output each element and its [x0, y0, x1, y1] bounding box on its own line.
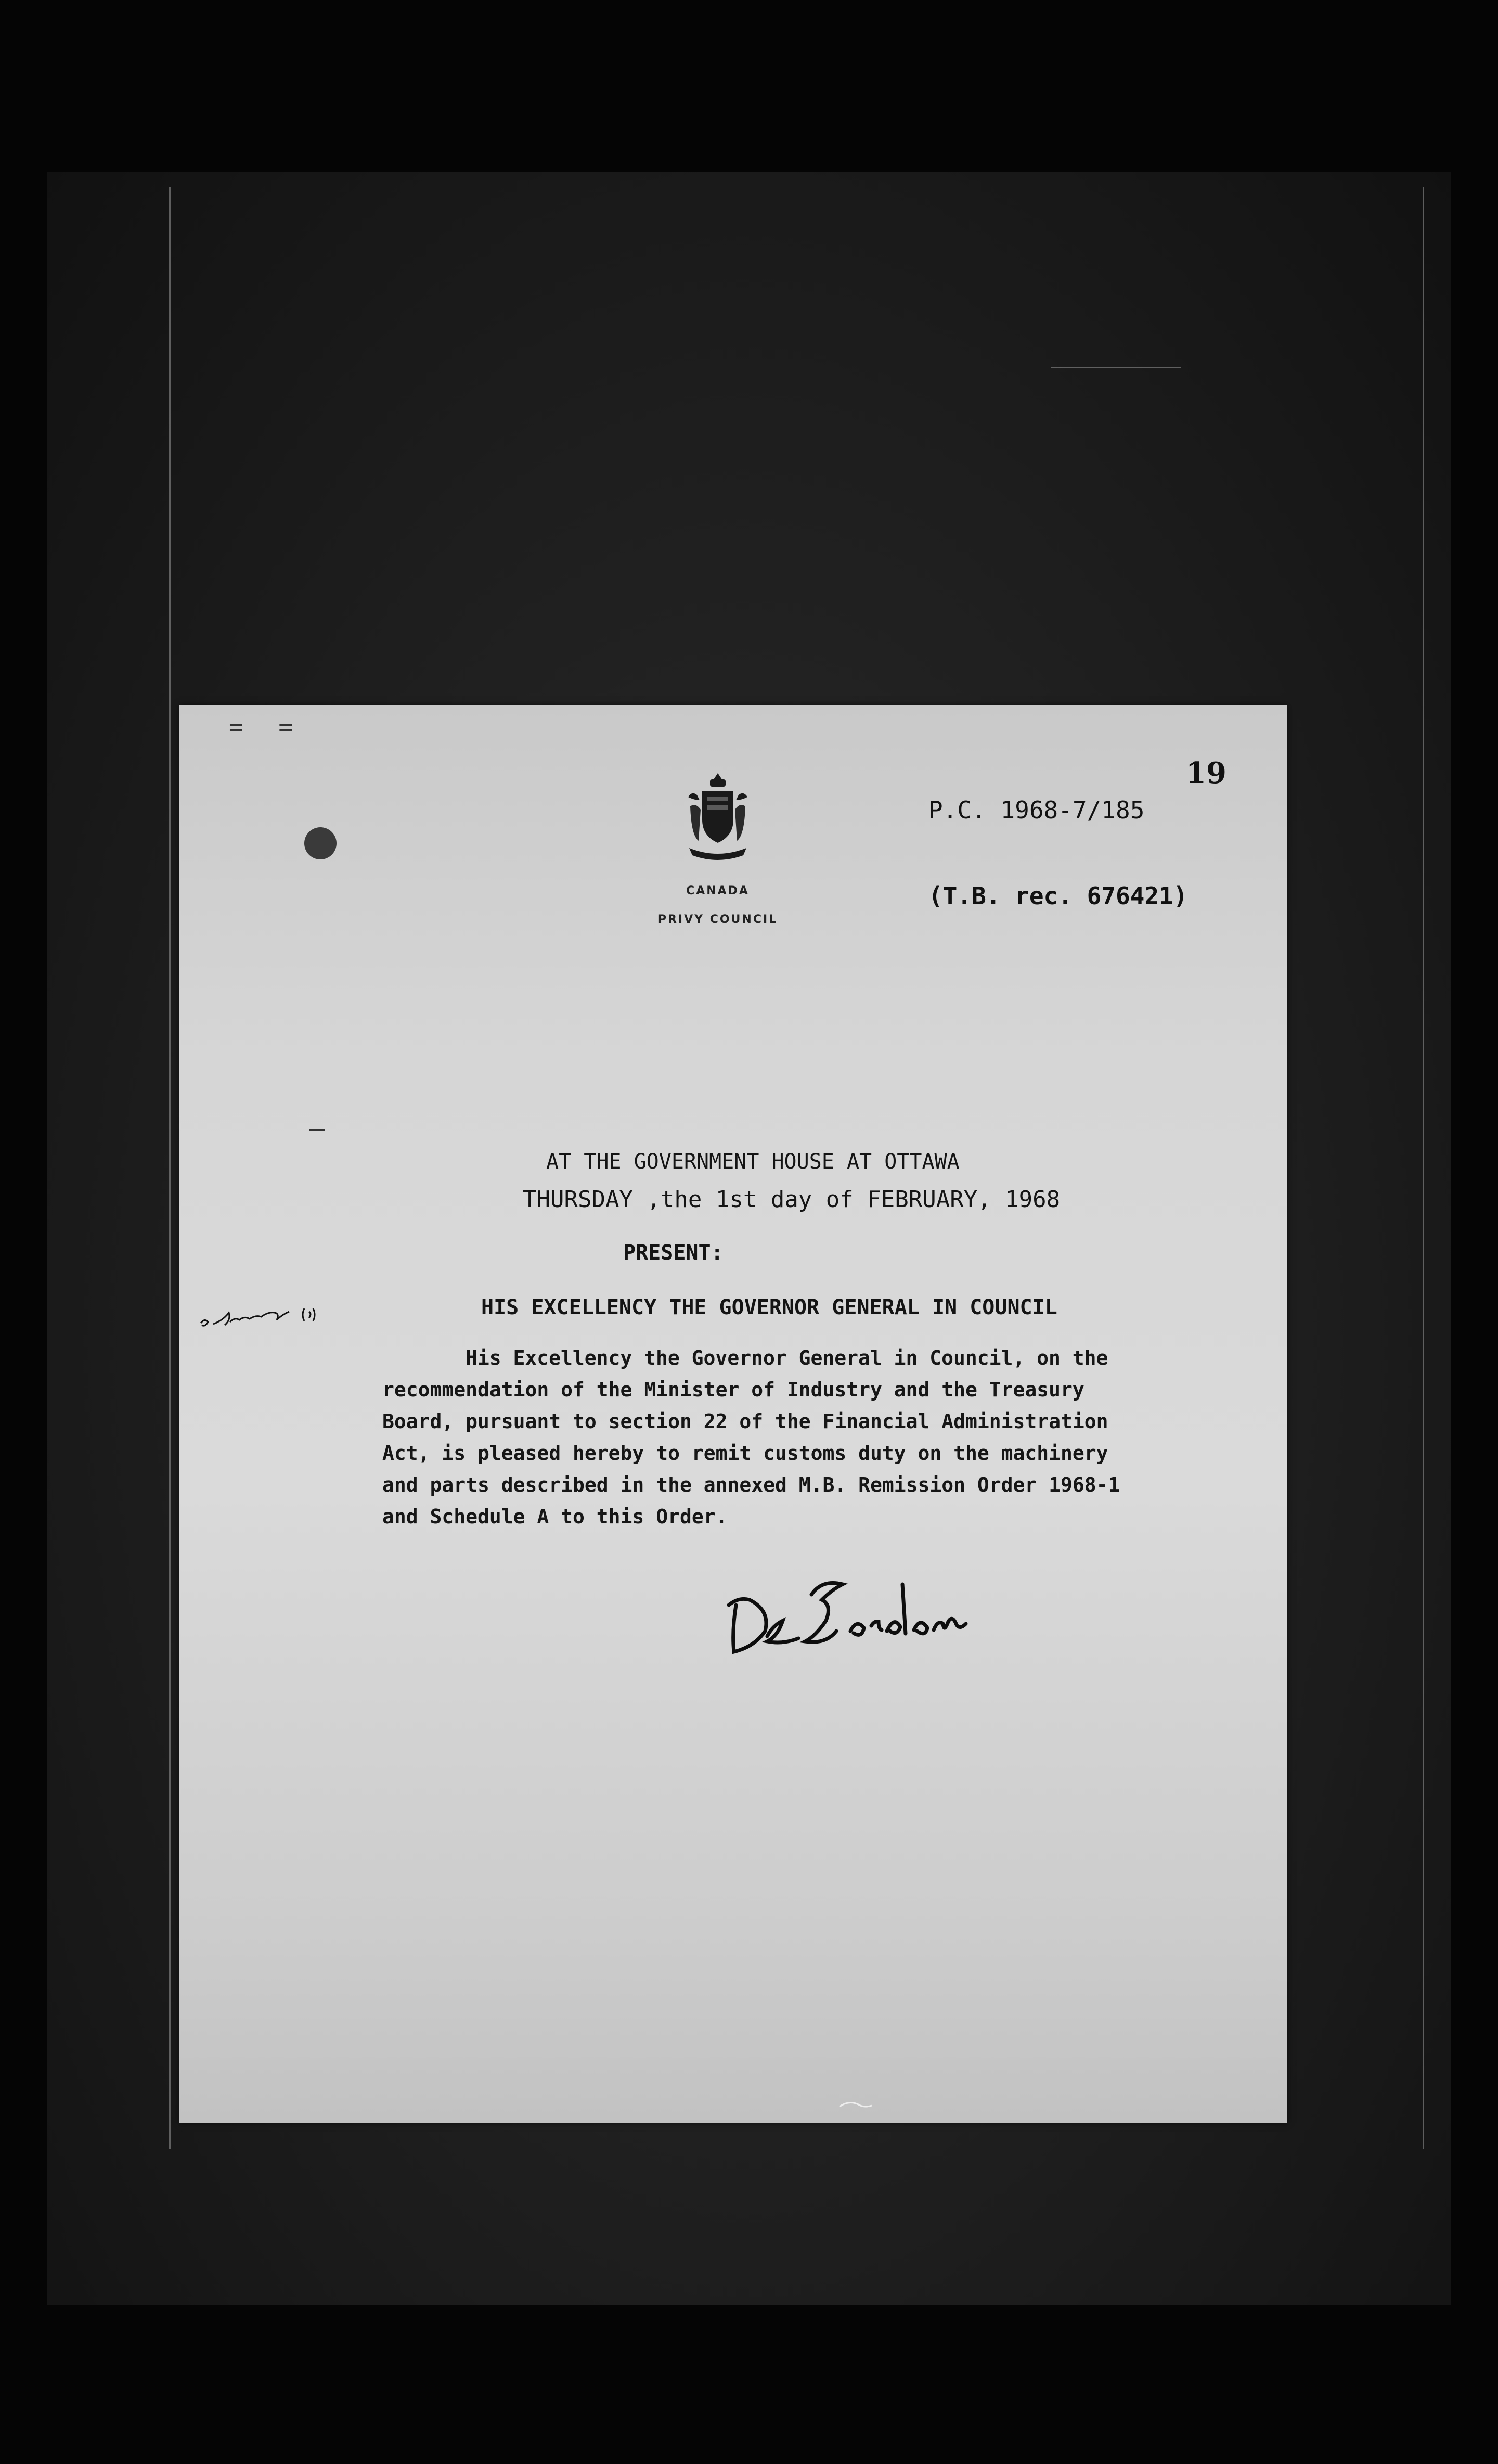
frame-line-top: [1051, 367, 1181, 368]
canada-label: CANADA: [686, 884, 750, 897]
margin-handwritten-note: [198, 1303, 333, 1334]
page-number: 19: [1186, 756, 1226, 790]
body-line: Board, pursuant to section 22 of the Financial Administration: [382, 1410, 1108, 1433]
document-page: [179, 705, 1287, 2123]
date-line: THURSDAY ,the 1st day of FEBRUARY, 1968: [523, 1186, 1061, 1213]
frame-line-right: [1423, 187, 1424, 2149]
body-line: and parts described in the annexed M.B. Remission Order 1968-1: [382, 1473, 1120, 1496]
punch-hole: [304, 827, 337, 859]
frame-line-left: [169, 187, 171, 2149]
body-line: Act, is pleased hereby to remit customs duty on the machinery: [382, 1442, 1108, 1465]
body-line: and Schedule A to this Order.: [382, 1505, 728, 1528]
order-body: [382, 1342, 1215, 1533]
privy-council-label: PRIVY COUNCIL: [657, 913, 778, 926]
order-number: P.C. 1968-7/185: [928, 796, 1145, 824]
corner-marks: = =: [229, 713, 304, 741]
margin-dash: [309, 1129, 325, 1131]
signature: [720, 1574, 1043, 1662]
body-line: recommendation of the Minister of Industry and the Treasury: [382, 1378, 1084, 1401]
canada-coat-of-arms-icon: [679, 770, 757, 864]
location-heading: AT THE GOVERNMENT HOUSE AT OTTAWA: [546, 1150, 960, 1174]
body-line: His Excellency the Governor General in Council, on the: [466, 1346, 1108, 1369]
treasury-board-reference: (T.B. rec. 676421): [928, 882, 1188, 910]
present-heading: PRESENT:: [623, 1241, 724, 1265]
bottom-mark: [837, 2099, 874, 2110]
council-heading: HIS EXCELLENCY THE GOVERNOR GENERAL IN COUNCIL: [481, 1295, 1057, 1319]
